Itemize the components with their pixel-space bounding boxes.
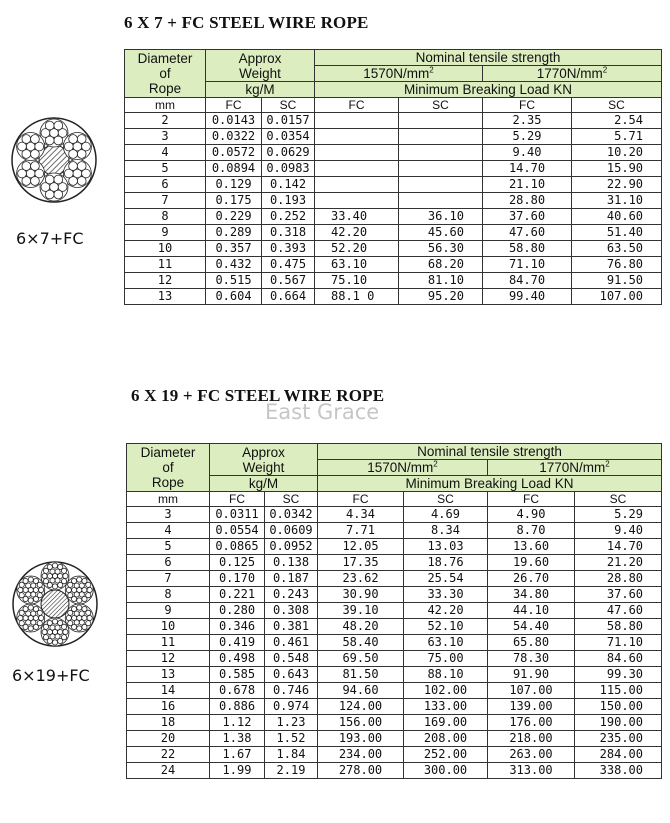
table-cell: 0.138 [265,555,318,571]
table-cell: 23.62 [318,571,404,587]
subheader-1770-sc: SC [575,492,662,507]
table-cell: 69.50 [318,651,404,667]
table-cell: 0.974 [265,699,318,715]
header-weight-unit: kg/M [210,476,318,492]
table-cell: 36.10 [399,209,483,225]
table-cell: 22.90 [572,177,662,193]
table-cell: 208.00 [404,731,488,747]
table-cell: 102.00 [404,683,488,699]
table-cell: 88.1 0 [315,289,399,305]
table-cell: 63.50 [572,241,662,257]
table-row [125,289,662,305]
table-cell: 218.00 [488,731,575,747]
table-cell: 0.678 [210,683,265,699]
table-cell: 0.0322 [206,129,262,145]
table-cell: 0.585 [210,667,265,683]
table-cell: 1.23 [265,715,318,731]
subheader-1770-sc: SC [572,98,662,113]
subheader-1570-sc: SC [404,492,488,507]
table-row [127,667,662,683]
table-cell: 4 [125,145,206,161]
table-cell: 5.71 [572,129,662,145]
table-cell: 0.604 [206,289,262,305]
table-row [127,683,662,699]
table-cell: 47.60 [483,225,572,241]
table-cell: 5.29 [483,129,572,145]
table-cell: 13 [125,289,206,305]
header-nominal-strength: Nominal tensile strength [315,50,662,66]
table-cell: 0.175 [206,193,262,209]
table-cell: 26.70 [488,571,575,587]
table-cell: 7 [125,193,206,209]
table-cell: 13.60 [488,539,575,555]
subheader-weight-fc: FC [210,492,265,507]
table-cell: 0.0865 [210,539,265,555]
rope-6x19-cross-section-icon [11,560,99,648]
table-cell: 0.308 [265,603,318,619]
table-cell: 21.10 [483,177,572,193]
table-cell: 10 [127,619,210,635]
table-cell: 17.35 [318,555,404,571]
table-cell: 0.643 [265,667,318,683]
table-row [127,747,662,763]
table-cell: 124.00 [318,699,404,715]
table-cell: 0.664 [262,289,315,305]
table-cell: 107.00 [488,683,575,699]
table-cell: 94.60 [318,683,404,699]
table-cell: 0.475 [262,257,315,273]
table-row [127,635,662,651]
table-cell: 0.0311 [210,507,265,523]
table-cell: 190.00 [575,715,662,731]
table-cell: 0.289 [206,225,262,241]
table-cell [315,193,399,209]
header-grade-1570: $1570N/mm^2$ [318,460,488,476]
table-cell: 58.80 [575,619,662,635]
table-cell: 12.05 [318,539,404,555]
table2-title: 6 X 19 + FC STEEL WIRE ROPE [131,386,385,405]
table-cell: 5 [127,539,210,555]
table-cell: 11 [127,635,210,651]
table-cell: 47.60 [575,603,662,619]
header-nominal-strength: Nominal tensile strength [318,444,662,460]
table-cell: 11 [125,257,206,273]
table-cell: 0.0894 [206,161,262,177]
table-cell: 95.20 [399,289,483,305]
table1-specs [124,49,662,305]
table-cell: 84.60 [575,651,662,667]
table-cell: 0.393 [262,241,315,257]
table2-body [127,507,662,779]
table-cell: 40.60 [572,209,662,225]
table-cell: 0.193 [262,193,315,209]
table-cell: 52.20 [315,241,399,257]
table1-caption: 6×7+FC [16,229,84,248]
table-cell: 14.70 [575,539,662,555]
table-cell: 9.40 [483,145,572,161]
table-row [125,113,662,129]
table-cell: 0.498 [210,651,265,667]
table-cell: 115.00 [575,683,662,699]
table-cell: 39.10 [318,603,404,619]
table-row [127,523,662,539]
table-cell: 18.76 [404,555,488,571]
table-row [125,145,662,161]
table-cell [315,177,399,193]
subheader-mm: mm [127,492,210,507]
table-cell: 0.0354 [262,129,315,145]
table-cell: 235.00 [575,731,662,747]
table-cell: 12 [127,651,210,667]
subheader-1570-fc: FC [318,492,404,507]
table-cell: 252.00 [404,747,488,763]
header-min-breaking-load: Minimum Breaking Load KN [318,476,662,492]
table-cell: 0.567 [262,273,315,289]
table-row [127,699,662,715]
table-cell: 107.00 [572,289,662,305]
table-cell: 15.90 [572,161,662,177]
table-cell: 42.20 [315,225,399,241]
table-cell: 0.357 [206,241,262,257]
table-cell: 7 [127,571,210,587]
table-cell: 51.40 [572,225,662,241]
table-row [125,193,662,209]
table-cell [399,113,483,129]
table-cell: 1.12 [210,715,265,731]
table-cell: 6 [125,177,206,193]
table-cell: 0.432 [206,257,262,273]
table-cell: 10.20 [572,145,662,161]
table-cell: 0.461 [265,635,318,651]
header-weight: Approx Weight [206,50,315,82]
table-cell: 28.80 [575,571,662,587]
table-row [125,177,662,193]
header-min-breaking-load: Minimum Breaking Load KN [315,82,662,98]
table-cell: 5 [125,161,206,177]
table-row [127,539,662,555]
table-cell: 99.30 [575,667,662,683]
table-cell: 0.170 [210,571,265,587]
table-cell: 12 [125,273,206,289]
table-cell: 2.19 [265,763,318,779]
table-cell: 6 [127,555,210,571]
table-cell: 0.886 [210,699,265,715]
table-row [125,209,662,225]
table-cell: 25.54 [404,571,488,587]
table-cell [315,145,399,161]
table-row [125,257,662,273]
table-cell: 8 [125,209,206,225]
table-cell: 0.221 [210,587,265,603]
table-cell: 0.0342 [265,507,318,523]
subheader-weight-sc: SC [265,492,318,507]
table-cell: 0.515 [206,273,262,289]
table1-body [125,113,662,305]
table-cell: 1.99 [210,763,265,779]
table-cell [315,161,399,177]
table-cell: 14.70 [483,161,572,177]
table-cell: 13 [127,667,210,683]
table-cell: 193.00 [318,731,404,747]
table-row [125,161,662,177]
table-cell: 156.00 [318,715,404,731]
table-cell: 0.0143 [206,113,262,129]
table-cell: 0.243 [265,587,318,603]
table-row [125,129,662,145]
table-cell: 31.10 [572,193,662,209]
table-cell: 0.0157 [262,113,315,129]
table-row [127,715,662,731]
table-cell: 3 [125,129,206,145]
table-cell: 37.60 [575,587,662,603]
table-cell: 3 [127,507,210,523]
table-cell: 278.00 [318,763,404,779]
table-cell: 338.00 [575,763,662,779]
subheader-weight-sc: SC [262,98,315,113]
table-cell: 0.0952 [265,539,318,555]
table-cell: 0.0629 [262,145,315,161]
table-cell: 0.187 [265,571,318,587]
table-cell: 78.30 [488,651,575,667]
table2-caption: 6×19+FC [12,666,90,685]
table-cell: 2.54 [572,113,662,129]
table-row [127,763,662,779]
header-diameter: Diameter of Rope [127,444,210,492]
table-cell: 2.35 [483,113,572,129]
table-cell: 84.70 [483,273,572,289]
table-cell: 4.90 [488,507,575,523]
table-cell: 0.0572 [206,145,262,161]
subheader-1770-fc: FC [488,492,575,507]
table-cell: 1.52 [265,731,318,747]
table-cell: 37.60 [483,209,572,225]
table-cell: 71.10 [575,635,662,651]
table-cell: 8.70 [488,523,575,539]
table-cell: 0.381 [265,619,318,635]
rope-6x7-cross-section-icon [10,116,98,204]
table-cell: 34.80 [488,587,575,603]
table-row [125,273,662,289]
table-cell: 21.20 [575,555,662,571]
subheader-1770-fc: FC [483,98,572,113]
table-cell: 81.50 [318,667,404,683]
table-cell: 0.142 [262,177,315,193]
table-cell: 81.10 [399,273,483,289]
header-grade-1570: $1570N/mm^2$ [315,66,483,82]
table-row [127,571,662,587]
table-cell: 0.548 [265,651,318,667]
table-cell: 20 [127,731,210,747]
table-cell: 150.00 [575,699,662,715]
subheader-mm: mm [125,98,206,113]
table-cell [399,145,483,161]
table-cell: 91.90 [488,667,575,683]
table-cell: 63.10 [404,635,488,651]
subheader-1570-sc: SC [399,98,483,113]
table2-specs [126,443,662,779]
table-cell: 139.00 [488,699,575,715]
table-cell: 75.00 [404,651,488,667]
table-row [127,603,662,619]
table-cell [399,161,483,177]
subheader-weight-fc: FC [206,98,262,113]
table-cell: 54.40 [488,619,575,635]
table-cell: 68.20 [399,257,483,273]
table-cell: 65.80 [488,635,575,651]
table-cell: 48.20 [318,619,404,635]
table-cell: 313.00 [488,763,575,779]
table-cell: 63.10 [315,257,399,273]
table-cell: 176.00 [488,715,575,731]
table-cell [399,177,483,193]
table-cell: 10 [125,241,206,257]
table-row [127,651,662,667]
table-cell: 8 [127,587,210,603]
table-cell: 8.34 [404,523,488,539]
table-cell: 16 [127,699,210,715]
header-weight: Approx Weight [210,444,318,476]
table-cell: 13.03 [404,539,488,555]
table-cell: 33.30 [404,587,488,603]
table-cell: 300.00 [404,763,488,779]
table-row [127,587,662,603]
table-cell: 1.67 [210,747,265,763]
table-cell: 0.280 [210,603,265,619]
table-cell: 14 [127,683,210,699]
table-cell: 0.0554 [210,523,265,539]
table-cell: 91.50 [572,273,662,289]
table-cell: 0.419 [210,635,265,651]
table-cell: 44.10 [488,603,575,619]
table-cell [399,129,483,145]
table-cell: 0.129 [206,177,262,193]
table-cell: 4 [127,523,210,539]
table-cell: 99.40 [483,289,572,305]
table-cell: 52.10 [404,619,488,635]
table-cell [315,129,399,145]
table-cell: 71.10 [483,257,572,273]
table-cell: 19.60 [488,555,575,571]
table-cell: 1.84 [265,747,318,763]
table-cell [399,193,483,209]
table-cell: 42.20 [404,603,488,619]
table-cell: 0.252 [262,209,315,225]
table-cell: 169.00 [404,715,488,731]
table-cell [315,113,399,129]
table-row [125,241,662,257]
table-row [127,619,662,635]
table-cell: 2 [125,113,206,129]
table-cell: 0.746 [265,683,318,699]
header-grade-1770: $1770N/mm^2$ [488,460,662,476]
table-cell: 58.40 [318,635,404,651]
table-cell: 28.80 [483,193,572,209]
table-cell: 0.0983 [262,161,315,177]
table-cell: 56.30 [399,241,483,257]
table-cell: 33.40 [315,209,399,225]
table-row [127,507,662,523]
table-cell: 7.71 [318,523,404,539]
table-cell: 234.00 [318,747,404,763]
table-cell: 9 [125,225,206,241]
table-cell: 5.29 [575,507,662,523]
table-cell: 58.80 [483,241,572,257]
table-row [125,225,662,241]
table-row [127,731,662,747]
table-cell: 0.0609 [265,523,318,539]
table-cell: 88.10 [404,667,488,683]
subheader-1570-fc: FC [315,98,399,113]
table-cell: 4.69 [404,507,488,523]
table-cell: 0.318 [262,225,315,241]
table-cell: 9.40 [575,523,662,539]
table-cell: 1.38 [210,731,265,747]
table-cell: 0.346 [210,619,265,635]
table-cell: 30.90 [318,587,404,603]
table1-title: 6 X 7 + FC STEEL WIRE ROPE [124,13,369,32]
table-cell: 4.34 [318,507,404,523]
table-cell: 18 [127,715,210,731]
header-grade-1770: $1770N/mm^2$ [483,66,662,82]
header-weight-unit: kg/M [206,82,315,98]
table-row [127,555,662,571]
table-cell: 9 [127,603,210,619]
header-diameter: Diameter of Rope [125,50,206,98]
table-cell: 133.00 [404,699,488,715]
table-cell: 76.80 [572,257,662,273]
watermark: East Grace [265,400,380,424]
table-cell: 263.00 [488,747,575,763]
table-cell: 75.10 [315,273,399,289]
table-cell: 45.60 [399,225,483,241]
table-cell: 22 [127,747,210,763]
table-cell: 24 [127,763,210,779]
table-cell: 284.00 [575,747,662,763]
table-cell: 0.125 [210,555,265,571]
table-cell: 0.229 [206,209,262,225]
